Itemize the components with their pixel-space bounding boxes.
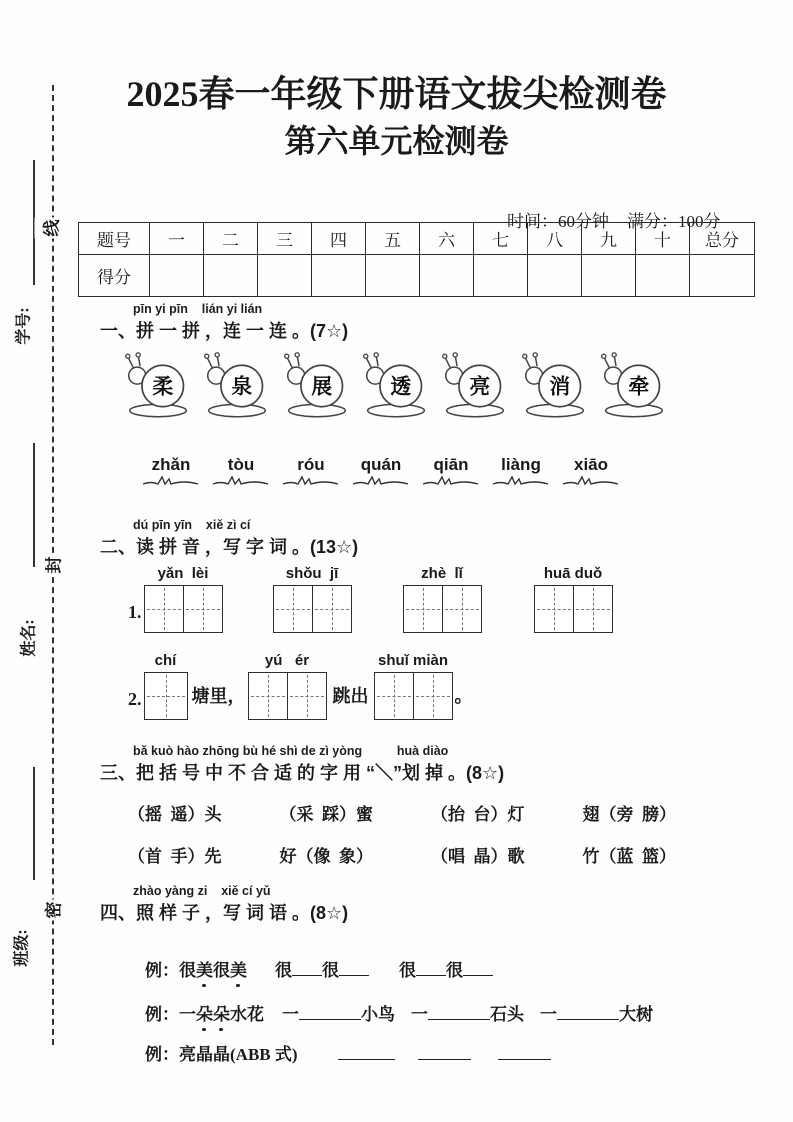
- grass-icon: [212, 474, 270, 487]
- item-number: 1.: [128, 602, 142, 622]
- section3-heading: 三、把 括 号 中 不 合 适 的 字 用 “＼”划 掉 。(8☆): [100, 763, 505, 783]
- name-blank-line: [33, 443, 35, 567]
- sentence-text: 塘里，: [191, 686, 246, 706]
- section2-pinyin: dú pīn yīn xiě zì cí: [133, 518, 251, 532]
- score-cell: [312, 255, 366, 297]
- snail-char: 泉: [231, 375, 253, 399]
- example-text: 例：很美很美: [145, 956, 247, 981]
- snail-icon: [600, 352, 668, 420]
- choice-row-2: [128, 842, 676, 867]
- choice-item: （采 踩）蜜: [279, 805, 373, 824]
- sentence-text: 跳出: [332, 686, 369, 706]
- choice-item: （摇 遥）头: [128, 805, 222, 824]
- section4-pinyin: zhào yàng zi xiě cí yǔ: [133, 884, 271, 898]
- choice-item: （抬 台）灯: [431, 805, 525, 824]
- snail-char: 消: [548, 375, 570, 399]
- writing-grid-group: chí: [144, 652, 188, 720]
- writing-grid: [273, 585, 352, 633]
- fill-blank: [463, 960, 493, 976]
- writing-grid: [403, 585, 482, 633]
- write-row-2: [128, 652, 473, 720]
- total-score-cell: [690, 255, 755, 297]
- snail-row: [124, 352, 668, 420]
- grass-icon: [352, 474, 410, 487]
- sentence-text: 。: [454, 686, 473, 706]
- time-limit: 时间：60分钟: [507, 212, 609, 231]
- writing-grid-group: yǎn lèi: [144, 565, 223, 633]
- writing-grid-group: huā duǒ: [534, 565, 613, 633]
- score-cell: [258, 255, 312, 297]
- grass-icon: [562, 474, 620, 487]
- pinyin-option: tòu: [212, 455, 270, 487]
- choice-item: 好（像 象）: [279, 847, 373, 866]
- writing-grid-group: shuǐ miàn: [374, 652, 453, 720]
- item-number: 2.: [128, 689, 142, 709]
- snail-char: 牵: [628, 375, 650, 399]
- pinyin-option: róu: [282, 455, 340, 487]
- snail-icon: [441, 352, 509, 420]
- section1-heading: 一、拼 一 拼 ，连 一 连 。(7☆): [100, 321, 349, 341]
- fill-blank: [498, 1044, 551, 1060]
- unit-title: 第六单元检测卷: [284, 123, 509, 159]
- seal-char-line: 线: [35, 218, 66, 239]
- pinyin-option: qiān: [422, 455, 480, 487]
- snail-char: 展: [310, 375, 332, 399]
- score-table-header-row: 题号 一 二 三 四 五 六 七 八 九 十 总分: [79, 223, 755, 255]
- score-table: [78, 222, 755, 297]
- fill-blank: [339, 960, 369, 976]
- fill-blank: [292, 960, 322, 976]
- seal-char-mi: 密: [37, 900, 68, 921]
- snail-char: 亮: [469, 375, 491, 399]
- pinyin-option: xiāo: [562, 455, 620, 487]
- section4-heading: 四、照 样 子 ，写 词 语 。(8☆): [100, 903, 349, 923]
- score-row-label: 得分: [79, 255, 150, 297]
- choice-row-1: [128, 800, 676, 825]
- score-cell: [528, 255, 582, 297]
- score-cell: [582, 255, 636, 297]
- section1-pinyin: pīn yi pīn lián yi lián: [133, 302, 263, 316]
- choice-item: 翅（旁 膀）: [582, 805, 676, 824]
- fill-blank: [338, 1044, 395, 1060]
- section3-pinyin: bǎ kuò hào zhōng bù hé shì de zì yòng huà diào: [133, 744, 449, 758]
- snail-icon: [124, 352, 192, 420]
- total-score-header: 总分: [690, 223, 755, 255]
- score-cell: [150, 255, 204, 297]
- fill-blank: [557, 1004, 619, 1020]
- class-blank-line: [33, 767, 35, 880]
- writing-grid: [144, 585, 223, 633]
- snail-icon: [362, 352, 430, 420]
- writing-grid-group: shǒu jī: [273, 565, 352, 633]
- snail-icon: [203, 352, 271, 420]
- writing-grid-group: zhè lǐ: [403, 565, 482, 633]
- score-cell: [636, 255, 690, 297]
- fill-blank: [428, 1004, 490, 1020]
- write-row-1: [128, 565, 613, 633]
- example-text: 例：亮晶晶(ABB 式): [145, 1045, 298, 1064]
- writing-grid: [374, 672, 453, 720]
- choice-item: （唱 晶）歌: [431, 847, 525, 866]
- example-line-2: 例：一朵朵水花 一 小鸟 一 石头 一 大树: [128, 980, 653, 1045]
- pinyin-option: liàng: [492, 455, 550, 487]
- fill-blank: [416, 960, 446, 976]
- score-table-score-row: [79, 255, 755, 297]
- score-cell: [204, 255, 258, 297]
- name-label: 姓名:: [20, 619, 38, 657]
- writing-grid: [248, 672, 327, 720]
- question-number-header: 题号: [79, 223, 150, 255]
- paper-title: 2025春一年级下册语文拔尖检测卷: [126, 74, 667, 114]
- grass-icon: [422, 474, 480, 487]
- score-cell: [420, 255, 474, 297]
- grass-icon: [492, 474, 550, 487]
- grass-icon: [142, 474, 200, 487]
- writing-grid-group: yú ér: [248, 652, 327, 720]
- pinyin-option: zhǎn: [142, 455, 200, 487]
- full-score: 满分：100分: [627, 212, 721, 231]
- example-text: 例：一朵朵水花: [145, 1000, 264, 1025]
- snail-char: 透: [390, 375, 412, 399]
- fill-blank: [299, 1004, 361, 1020]
- score-cell: [474, 255, 528, 297]
- fill-blank: [418, 1044, 471, 1060]
- student-id-label: 学号:: [15, 307, 33, 345]
- example-line-3: [128, 1020, 551, 1085]
- pinyin-grass-row: [142, 455, 620, 487]
- snail-char: 柔: [152, 375, 174, 399]
- choice-item: （首 手）先: [128, 847, 222, 866]
- section2-heading: 二、读 拼 音 ，写 字 词 。(13☆): [100, 537, 359, 557]
- snail-icon: [521, 352, 589, 420]
- grass-icon: [282, 474, 340, 487]
- example-line-1: 例：很美很美 很 很 很 很: [128, 936, 493, 1001]
- writing-grid: [144, 672, 188, 720]
- seal-char-feng: 封: [37, 555, 68, 576]
- snail-icon: [283, 352, 351, 420]
- pinyin-option: quán: [352, 455, 410, 487]
- writing-grid: [534, 585, 613, 633]
- choice-item: 竹（蓝 篮）: [582, 847, 676, 866]
- score-cell: [366, 255, 420, 297]
- class-label: 班级:: [13, 929, 31, 967]
